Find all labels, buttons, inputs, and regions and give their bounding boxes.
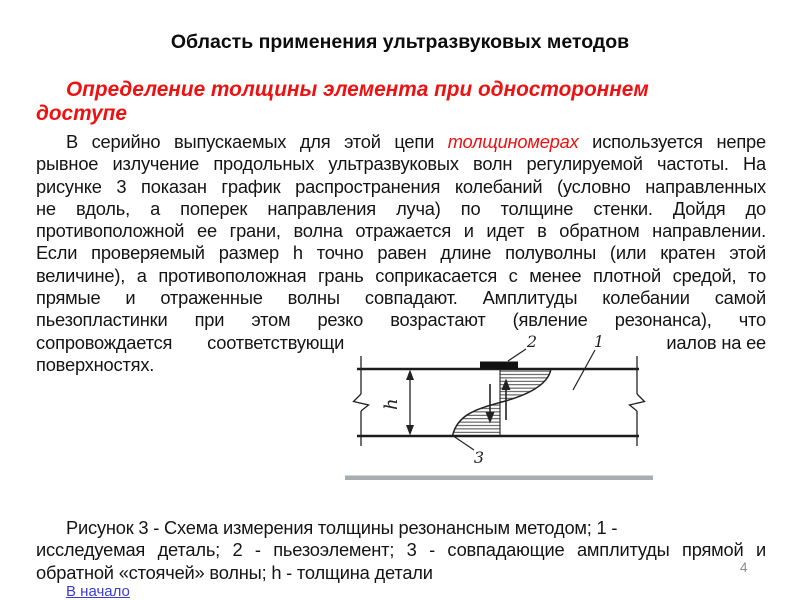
body-line: величине), а противоположная грань соприкасается с менее плотной средой, то bbox=[36, 264, 766, 286]
figure-caption bbox=[36, 517, 766, 584]
caption-line: обратной «стоячей» волны; h - толщина детали bbox=[36, 561, 433, 583]
piezo-element-rect bbox=[480, 362, 518, 370]
figure-bottom-border bbox=[345, 476, 653, 481]
back-to-start-link[interactable]: В начало bbox=[66, 583, 130, 600]
body-line1-highlight: толщиномерах bbox=[447, 131, 579, 152]
figure-label-1: 1 bbox=[593, 332, 605, 351]
body-line: не вдоль, а поперек направления луча) по толщине стенки. Дойдя до bbox=[36, 197, 766, 219]
caption-line: исследуемая деталь; 2 - пьезоэлемент; 3 - совпадающие амплитуды прямой и bbox=[36, 539, 766, 561]
plate-left-break bbox=[354, 394, 369, 411]
body-line: рисунке 3 показан график распространения колебаний (условно направленных bbox=[36, 175, 766, 197]
figure-label-2: 2 bbox=[526, 332, 538, 351]
h-label: h bbox=[381, 398, 402, 410]
section-heading-line2: доступе bbox=[36, 101, 127, 125]
caption-line: Рисунок 3 - Схема измерения толщины резонансным методом; 1 - bbox=[66, 517, 618, 538]
page-number: 4 bbox=[740, 560, 748, 575]
body-line10-left-fragment: сопровождается соответствующи bbox=[36, 331, 345, 353]
body-line bbox=[36, 131, 766, 153]
body-line1-post: используется непре bbox=[578, 131, 766, 152]
figure-label-3: 3 bbox=[473, 448, 485, 467]
h-arrowhead-up bbox=[406, 370, 414, 381]
section-heading-line1: Определение толщины элемента при одностороннем bbox=[66, 78, 649, 101]
section-heading bbox=[36, 78, 768, 125]
leader-part3 bbox=[454, 437, 474, 451]
body-line: противоположной ее грани, волна отражается и идет в обратном направлении. bbox=[36, 220, 766, 242]
figure-thickness-measurement-diagram bbox=[345, 332, 653, 480]
plate-right-break bbox=[630, 394, 645, 411]
body-line1-pre: В серийно выпускаемых для этой цепи bbox=[66, 131, 448, 152]
leader-part2 bbox=[508, 349, 526, 361]
body-line10-right-fragment: иалов на ее bbox=[666, 331, 766, 353]
slide-title: Область применения ультразвуковых методов bbox=[170, 31, 630, 53]
body-line: прямые и отраженные волны совпадают. Амплитуды колебании самой bbox=[36, 287, 766, 309]
body-line: Если проверяемый размер h точно равен длине полуволны (или кратен этой bbox=[36, 242, 766, 264]
body-line: рывное излучение продольных ультразвуковых волн регулируемой частоты. На bbox=[36, 153, 766, 175]
wave-lower-lobe bbox=[453, 403, 501, 437]
h-arrowhead-down bbox=[406, 425, 414, 436]
body-line: пьезопластинки при этом резко возрастают (явление резонанса), что bbox=[36, 309, 766, 331]
body-line: поверхностях. bbox=[36, 353, 155, 375]
